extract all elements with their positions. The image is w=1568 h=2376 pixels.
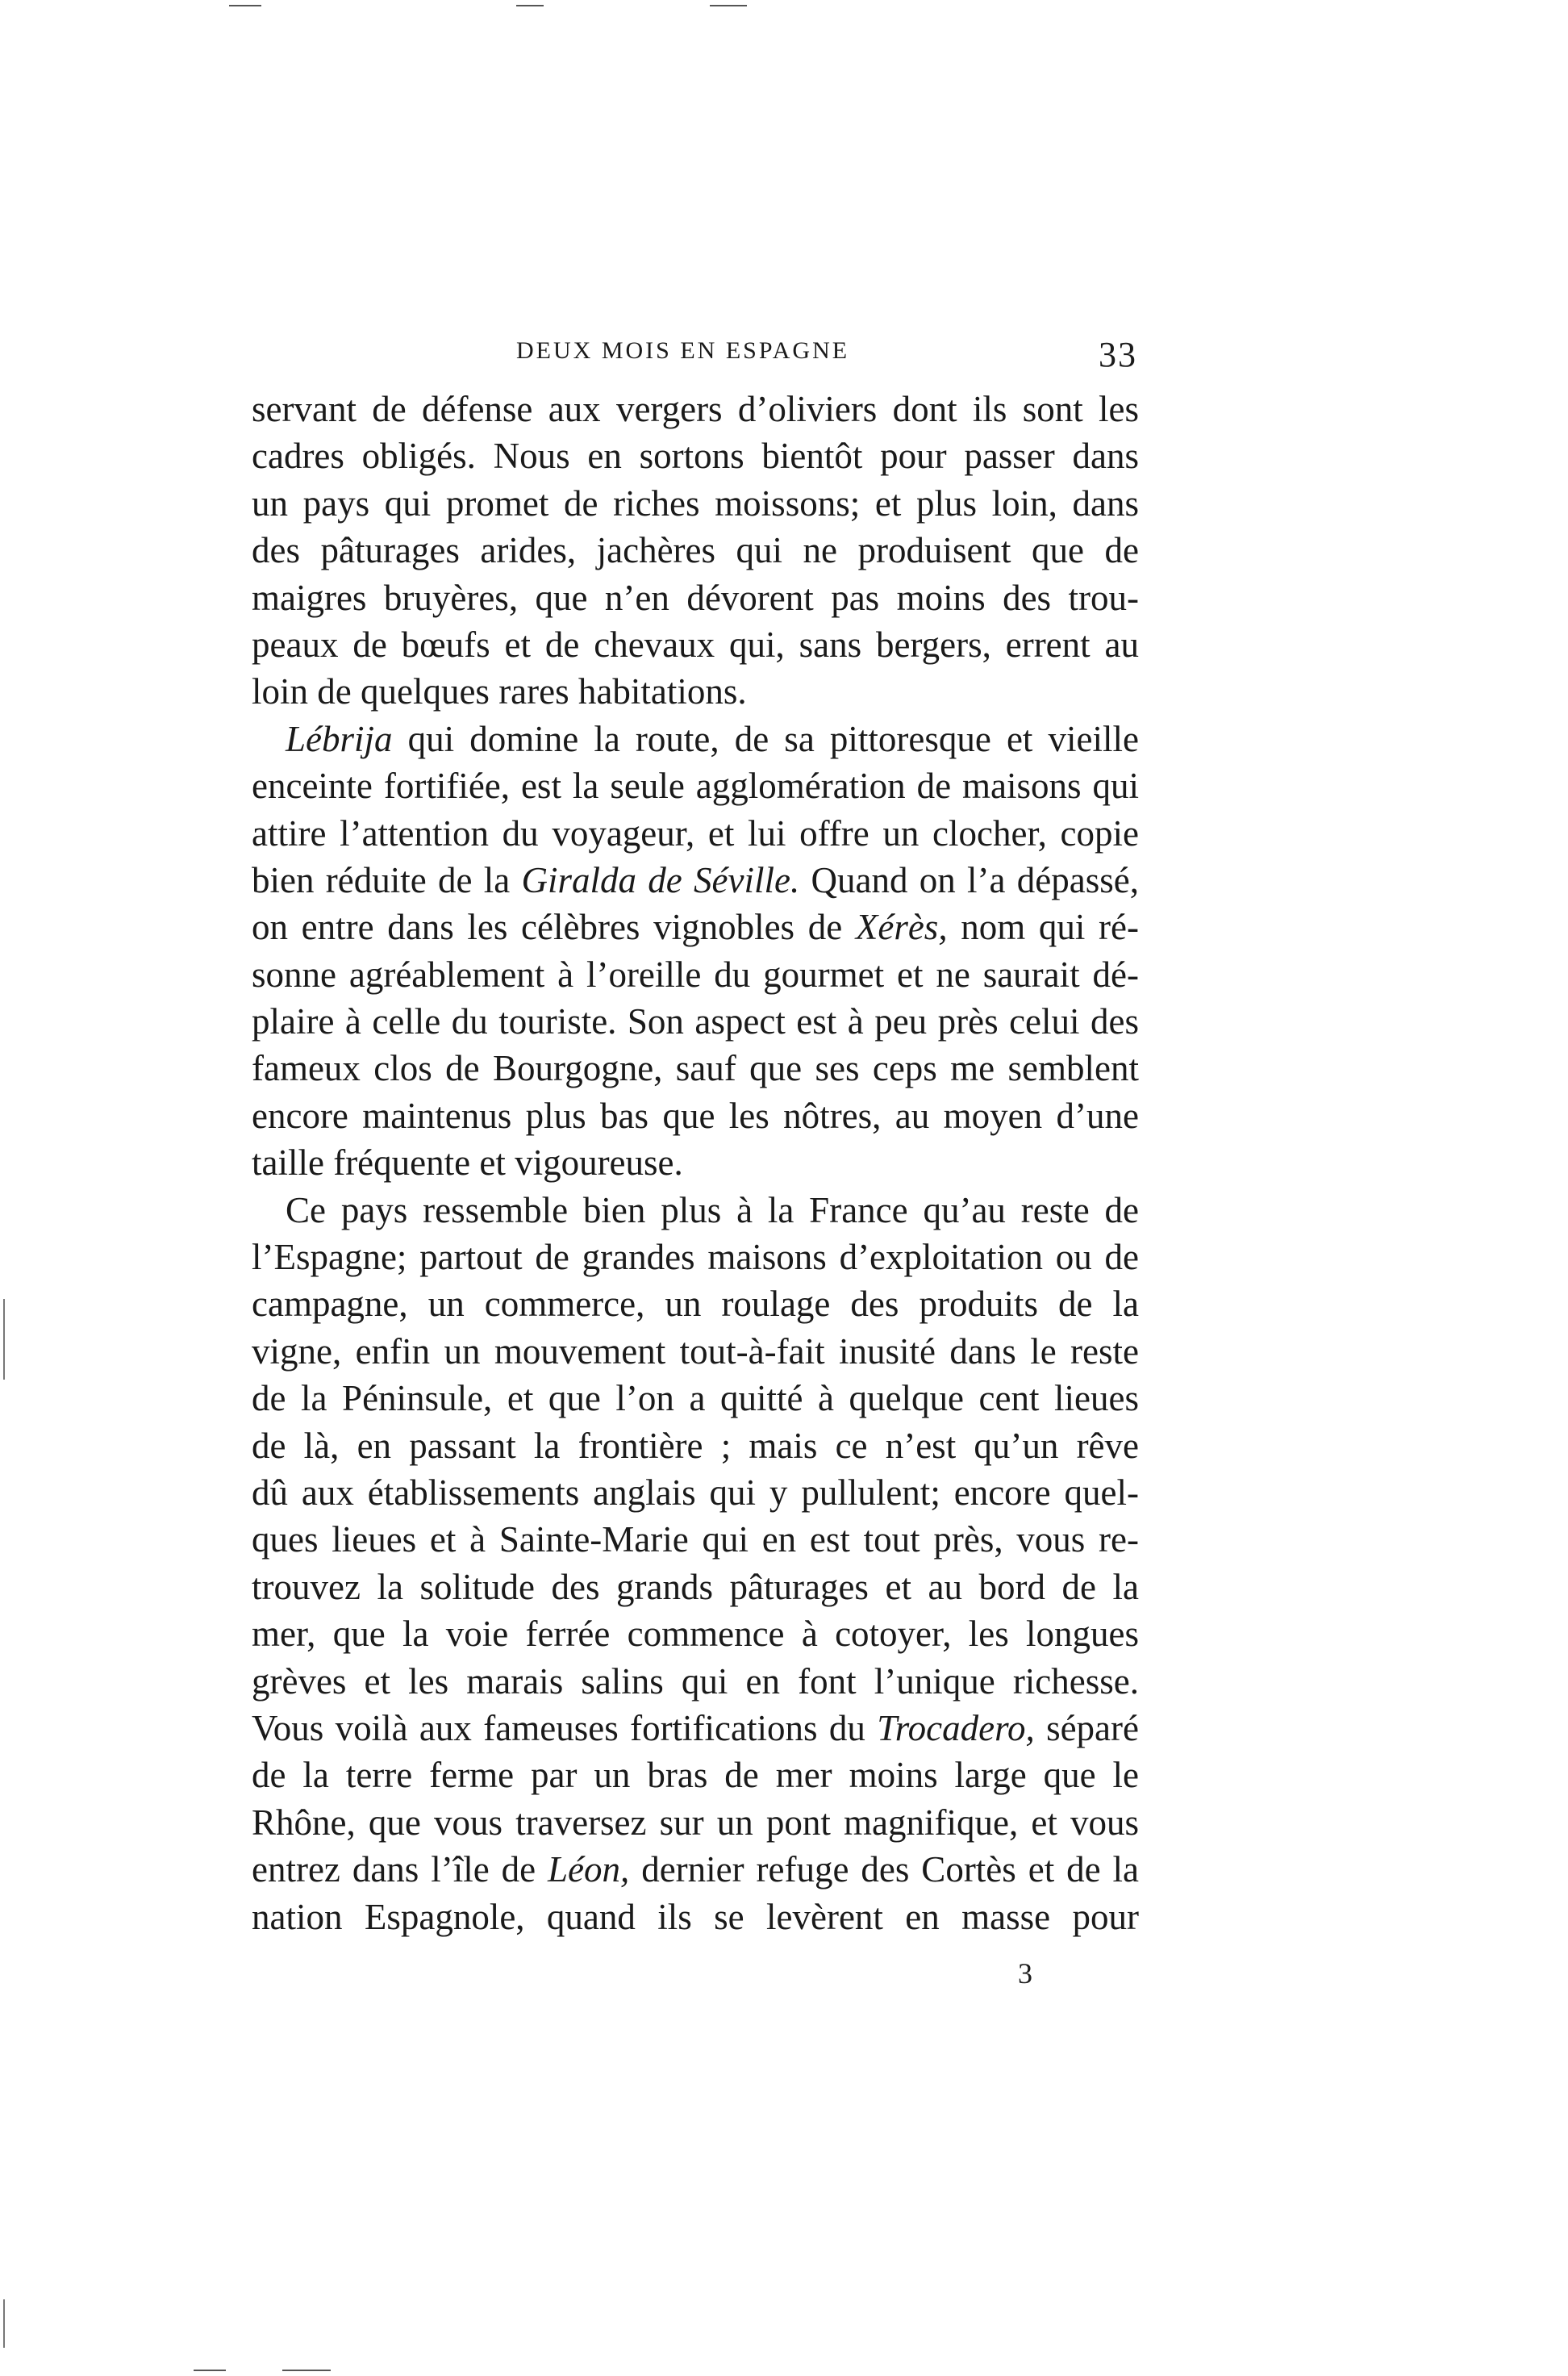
text-line: vigne, enfin un mouvement tout-à-fait inusité dans le reste <box>252 1330 1139 1372</box>
text-line: taille fréquente et vigoureuse. <box>252 1142 683 1184</box>
text-line: un pays qui promet de riches moissons; et plus loin, dans <box>252 482 1139 524</box>
text-line: plaire à celle du touriste. Son aspect est à peu près celui des <box>252 1001 1139 1042</box>
text-line: loin de quelques rares habitations. <box>252 671 747 712</box>
text-line: cadres obligés. Nous en sortons bientôt pour passer dans <box>252 436 1139 477</box>
text-line: l’Espagne; partout de grandes maisons d’exploitation ou de <box>252 1237 1139 1278</box>
text-line: peaux de bœufs et de chevaux qui, sans bergers, errent au <box>252 624 1139 665</box>
text-line: des pâturages arides, jachères qui ne produisent que de <box>252 530 1139 571</box>
text-line: ques lieues et à Sainte-Marie qui en est tout près, vous re- <box>252 1519 1139 1560</box>
scan-artifact-top <box>229 5 261 6</box>
scan-edge-line <box>3 1299 5 1380</box>
text-fragment: bien réduite de la <box>252 859 522 900</box>
scan-artifact-bottom <box>282 2370 331 2371</box>
paragraph-start-line <box>252 716 1139 762</box>
paragraph-start-line: Ce pays ressemble bien plus à la France qu’au reste de <box>286 1189 1139 1230</box>
text-line: grèves et les marais salins qui en font l’unique richesse. <box>252 1660 1139 1702</box>
scan-edge-line <box>3 2299 5 2348</box>
scan-artifact-top <box>710 5 747 6</box>
scan-artifact-top <box>516 5 544 6</box>
text-line: fameux clos de Bourgogne, sauf que ses ceps me semblent <box>252 1048 1139 1089</box>
text-line: de la terre ferme par un bras de mer moins large que le <box>252 1755 1139 1796</box>
text-line: maigres bruyères, que n’en dévorent pas moins des trou- <box>252 577 1139 618</box>
text-line <box>252 1705 1139 1752</box>
text-line: campagne, un commerce, un roulage des produits de la <box>252 1284 1139 1325</box>
place-name-italic: Léon, <box>548 1849 630 1890</box>
text-fragment: qui domine la route, de sa pittoresque et vieille <box>392 718 1139 759</box>
text-line: encore maintenus plus bas que les nôtres, au moyen d’une <box>252 1095 1139 1136</box>
place-name-italic: Giralda de Séville. <box>521 859 800 900</box>
text-fragment: nom qui ré- <box>947 907 1139 948</box>
text-line: de la Péninsule, et que l’on a quitté à quelque cent lieues <box>252 1378 1139 1419</box>
page-number: 33 <box>1099 335 1137 374</box>
place-name-italic: Lébrija <box>286 718 393 759</box>
place-name-italic: Xérès, <box>855 907 948 948</box>
place-name-italic: Trocadero, <box>877 1707 1035 1748</box>
text-fragment: on entre dans les célèbres vignobles de <box>252 907 856 948</box>
signature-mark: 3 <box>1018 1957 1032 1990</box>
running-head <box>250 337 1137 378</box>
running-title: DEUX MOIS EN ESPAGNE <box>516 337 850 364</box>
scan-artifact-bottom <box>194 2370 226 2371</box>
text-fragment: Vous voilà aux fameuses fortifications du <box>252 1707 878 1748</box>
body-text <box>252 386 1139 1940</box>
text-line: nation Espagnole, quand ils se levèrent en masse pour <box>252 1896 1139 1937</box>
text-line: sonne agréablement à l’oreille du gourmet et ne saurait dé- <box>252 954 1139 995</box>
text-fragment: Quand on l’a dépassé, <box>799 859 1139 900</box>
text-line: dû aux établissements anglais qui y pullulent; encore quel- <box>252 1472 1139 1513</box>
text-line: enceinte fortifiée, est la seule agglomération de maisons qui <box>252 766 1139 807</box>
text-line <box>252 904 1139 950</box>
text-fragment: entrez dans l’île de <box>252 1849 548 1890</box>
text-line <box>252 857 1139 904</box>
text-line: attire l’attention du voyageur, et lui offre un clocher, copie <box>252 812 1139 854</box>
text-line: de là, en passant la frontière ; mais ce n’est qu’un rêve <box>252 1425 1139 1466</box>
text-fragment: séparé <box>1034 1707 1139 1748</box>
text-line: mer, que la voie ferrée commence à cotoyer, les longues <box>252 1614 1139 1655</box>
text-line: servant de défense aux vergers d’oliviers dont ils sont les <box>252 389 1139 429</box>
text-line: trouvez la solitude des grands pâturages et au bord de la <box>252 1566 1139 1607</box>
text-line <box>252 1846 1139 1893</box>
text-fragment: dernier refuge des Cortès et de la <box>629 1849 1139 1890</box>
text-line: Rhône, que vous traversez sur un pont magnifique, et vous <box>252 1802 1139 1843</box>
